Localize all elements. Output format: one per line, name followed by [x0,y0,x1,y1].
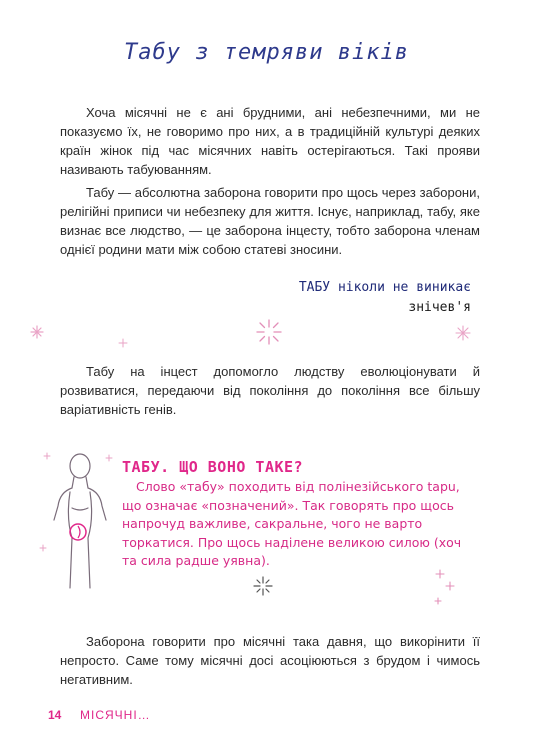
sparkle-icon [30,325,44,339]
sparkle-icon [255,318,283,346]
running-footer-title: МІСЯЧНІ… [80,708,151,722]
pull-quote-line-1: ТАБУ ніколи не виникає [298,280,471,295]
sparkle-icon [252,575,274,597]
paragraph-definition: Табу — абсолютна заборона говорити про щось через заборони, релігійні приписи чи небезпеку для життя. Існує, наприклад, табу, яке визнає все людство, — це заборона інцесту, тобто заборона членам однієї родини мати між собою статеві зносини. [60,185,480,257]
woman-figure-illustration [36,448,122,598]
page-title: Табу з темряви віків [124,40,409,65]
sparkle-icon [118,338,128,348]
pull-quote-line-2: знічев'я [408,300,471,315]
paragraph-intro: Хоча місячні не є ані брудними, ані небезпечними, ми не показуємо їх, не говоримо про них, а в традиційній культурі деяких країн жінок під час місячних навіть остерігаються. Такі прояви називають табуюванням. [60,105,480,177]
pull-quote [299,278,471,318]
box-heading: ТАБУ. ЩО ВОНО ТАКЕ? [122,458,304,476]
page-number: 14 [48,708,62,722]
sparkle-icon [430,568,460,612]
paragraph-conclusion: Заборона говорити про місячні така давня, що викорінити її непросто. Саме тому місячні досі асоціюються з брудом і чимось негативним. [60,634,480,687]
paragraph-evolution: Табу на інцест допомогло людству еволюціонувати й розвиватися, передаючи від покоління до покоління все більшу варіативність генів. [60,364,480,417]
box-text: Слово «табу» походить від полінезійського tapu, що означає «позначений». Так говорять про щось напрочуд важливе, сакральне, чого не варто торкатися. Про щось наділене великою силою (хоч та сила радше уявна). [122,479,462,568]
sparkle-icon [455,325,471,341]
